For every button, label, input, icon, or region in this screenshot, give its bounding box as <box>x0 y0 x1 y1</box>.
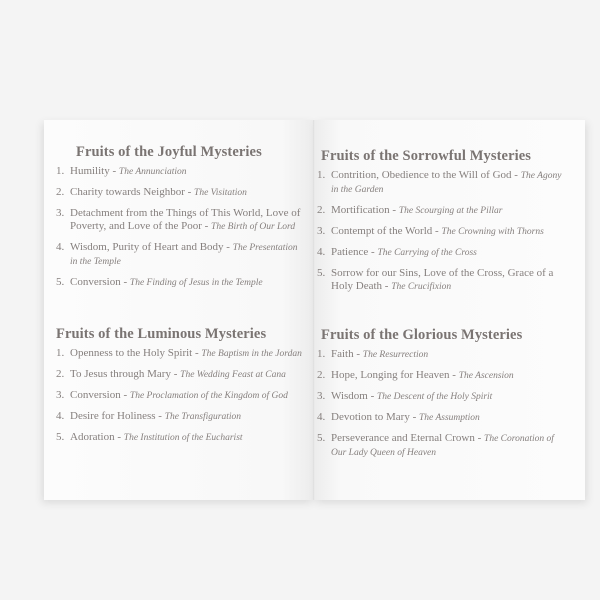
fruit-text: Charity towards Neighbor <box>70 186 185 198</box>
mystery-event-text: The Birth of Our Lord <box>211 222 296 232</box>
separator-dash: - <box>432 225 442 237</box>
fruit-text: Adoration <box>70 431 115 443</box>
luminous-mystery-item <box>56 431 304 445</box>
mystery-event-text: The Agony in the Garden <box>331 171 562 195</box>
card-fold <box>313 120 315 500</box>
separator-dash: - <box>409 411 419 423</box>
item-number: 4. <box>56 410 65 422</box>
item-number: 2. <box>56 368 65 380</box>
joyful-mysteries-list <box>56 165 304 290</box>
joyful-mystery-item <box>56 207 304 234</box>
mystery-event-text: The Descent of the Holy Spirit <box>377 392 493 402</box>
fruit-text: Patience <box>331 246 369 258</box>
separator-dash: - <box>353 348 363 360</box>
mystery-event-text: The Coronation of Our Lady Queen of Heaven <box>331 434 554 458</box>
luminous-mystery-item <box>56 347 304 361</box>
item-number: 5. <box>56 276 65 288</box>
mystery-event-text: The Scourging at the Pillar <box>398 206 503 216</box>
mystery-event-text: The Ascension <box>458 371 514 381</box>
separator-dash: - <box>201 220 212 232</box>
glorious-mystery-item <box>317 390 563 404</box>
separator-dash: - <box>114 431 124 443</box>
separator-dash: - <box>184 186 195 198</box>
item-number: 3. <box>56 207 65 219</box>
item-number: 1. <box>317 169 326 181</box>
mystery-event-text: The Crowning with Thorns <box>441 227 544 237</box>
separator-dash: - <box>192 347 202 359</box>
fruit-text: Desire for Holiness <box>70 410 156 422</box>
sorrowful-mystery-item <box>317 246 563 260</box>
joyful-mysteries-section <box>56 144 304 297</box>
item-number: 5. <box>317 267 326 279</box>
joyful-mystery-item <box>56 165 304 179</box>
fruit-text: Conversion <box>70 389 121 401</box>
joyful-mysteries-title: Fruits of the Joyful Mysteries <box>76 144 262 160</box>
mystery-event-text: The Carrying of the Cross <box>377 248 477 258</box>
item-number: 4. <box>56 241 65 253</box>
fruit-text: Detachment from the Things of This World, Love of Poverty, and Love of the Poor <box>70 207 301 232</box>
separator-dash: - <box>170 368 181 380</box>
joyful-mystery-item <box>56 276 304 290</box>
fruit-text: Wisdom <box>331 390 368 402</box>
item-number: 2. <box>317 369 326 381</box>
item-number: 2. <box>56 186 65 198</box>
item-number: 1. <box>317 348 326 360</box>
luminous-mystery-item <box>56 368 304 382</box>
fruit-text: Devotion to Mary <box>331 411 410 423</box>
mystery-event-text: The Transfiguration <box>164 412 242 422</box>
mystery-event-text: The Finding of Jesus in the Temple <box>129 278 263 288</box>
item-number: 3. <box>317 225 326 237</box>
sorrowful-mystery-item <box>317 169 563 197</box>
item-number: 3. <box>56 389 65 401</box>
fruit-text: Faith <box>331 348 354 360</box>
mystery-event-text: The Proclamation of the Kingdom of God <box>129 391 288 401</box>
separator-dash: - <box>511 169 521 181</box>
fruit-text: Contrition, Obedience to the Will of God <box>331 169 512 181</box>
joyful-mystery-item <box>56 241 304 269</box>
separator-dash: - <box>474 432 485 444</box>
item-number: 1. <box>56 165 65 177</box>
item-number: 1. <box>56 347 65 359</box>
fruit-text: Conversion <box>70 276 121 288</box>
sorrowful-mystery-item <box>317 225 563 239</box>
separator-dash: - <box>382 280 392 292</box>
prayer-card <box>44 120 585 500</box>
fruit-text: To Jesus through Mary <box>70 368 171 380</box>
mystery-event-text: The Resurrection <box>362 350 429 360</box>
sorrowful-mystery-item <box>317 204 563 218</box>
luminous-mystery-item <box>56 410 304 424</box>
fruit-text: Mortification <box>331 204 390 216</box>
glorious-mystery-item <box>317 411 563 425</box>
separator-dash: - <box>109 165 119 177</box>
item-number: 5. <box>317 432 326 444</box>
separator-dash: - <box>120 389 130 401</box>
separator-dash: - <box>120 276 130 288</box>
item-number: 2. <box>317 204 326 216</box>
separator-dash: - <box>155 410 165 422</box>
mystery-event-text: The Baptism in the Jordan <box>201 349 302 359</box>
sorrowful-mysteries-section <box>317 148 563 301</box>
luminous-mysteries-list <box>56 347 304 445</box>
item-number: 5. <box>56 431 65 443</box>
fruit-text: Openness to the Holy Spirit <box>70 347 193 359</box>
glorious-mystery-item <box>317 369 563 383</box>
glorious-mysteries-list <box>317 348 563 460</box>
joyful-mystery-item <box>56 186 304 200</box>
glorious-mysteries-title: Fruits of the Glorious Mysteries <box>321 327 523 343</box>
fruit-text: Humility <box>70 165 110 177</box>
luminous-mysteries-title: Fruits of the Luminous Mysteries <box>56 326 267 342</box>
sorrowful-mysteries-list <box>317 169 563 294</box>
fruit-text: Contempt of the World <box>331 225 433 237</box>
sorrowful-mystery-item <box>317 267 563 294</box>
mystery-event-text: The Wedding Feast at Cana <box>180 370 286 380</box>
luminous-mysteries-section <box>56 326 304 452</box>
mystery-event-text: The Visitation <box>194 188 247 198</box>
mystery-event-text: The Annunciation <box>118 167 187 177</box>
item-number: 4. <box>317 411 326 423</box>
separator-dash: - <box>367 390 378 402</box>
sorrowful-mysteries-title: Fruits of the Sorrowful Mysteries <box>321 148 532 164</box>
fruit-text: Perseverance and Eternal Crown <box>331 432 475 444</box>
glorious-mystery-item <box>317 432 563 460</box>
glorious-mystery-item <box>317 348 563 362</box>
mystery-event-text: The Assumption <box>419 413 480 423</box>
fruit-text: Sorrow for our Sins, Love of the Cross, Grace of a Holy Death <box>331 267 554 292</box>
separator-dash: - <box>449 369 459 381</box>
mystery-event-text: The Presentation in the Temple <box>70 243 298 267</box>
mystery-event-text: The Institution of the Eucharist <box>123 433 243 443</box>
glorious-mysteries-section <box>317 327 563 467</box>
fruit-text: Hope, Longing for Heaven <box>331 369 450 381</box>
item-number: 3. <box>317 390 326 402</box>
separator-dash: - <box>389 204 399 216</box>
fruit-text: Wisdom, Purity of Heart and Body <box>70 241 224 253</box>
separator-dash: - <box>223 241 233 253</box>
luminous-mystery-item <box>56 389 304 403</box>
separator-dash: - <box>368 246 378 258</box>
item-number: 4. <box>317 246 326 258</box>
mystery-event-text: The Crucifixion <box>391 282 452 292</box>
